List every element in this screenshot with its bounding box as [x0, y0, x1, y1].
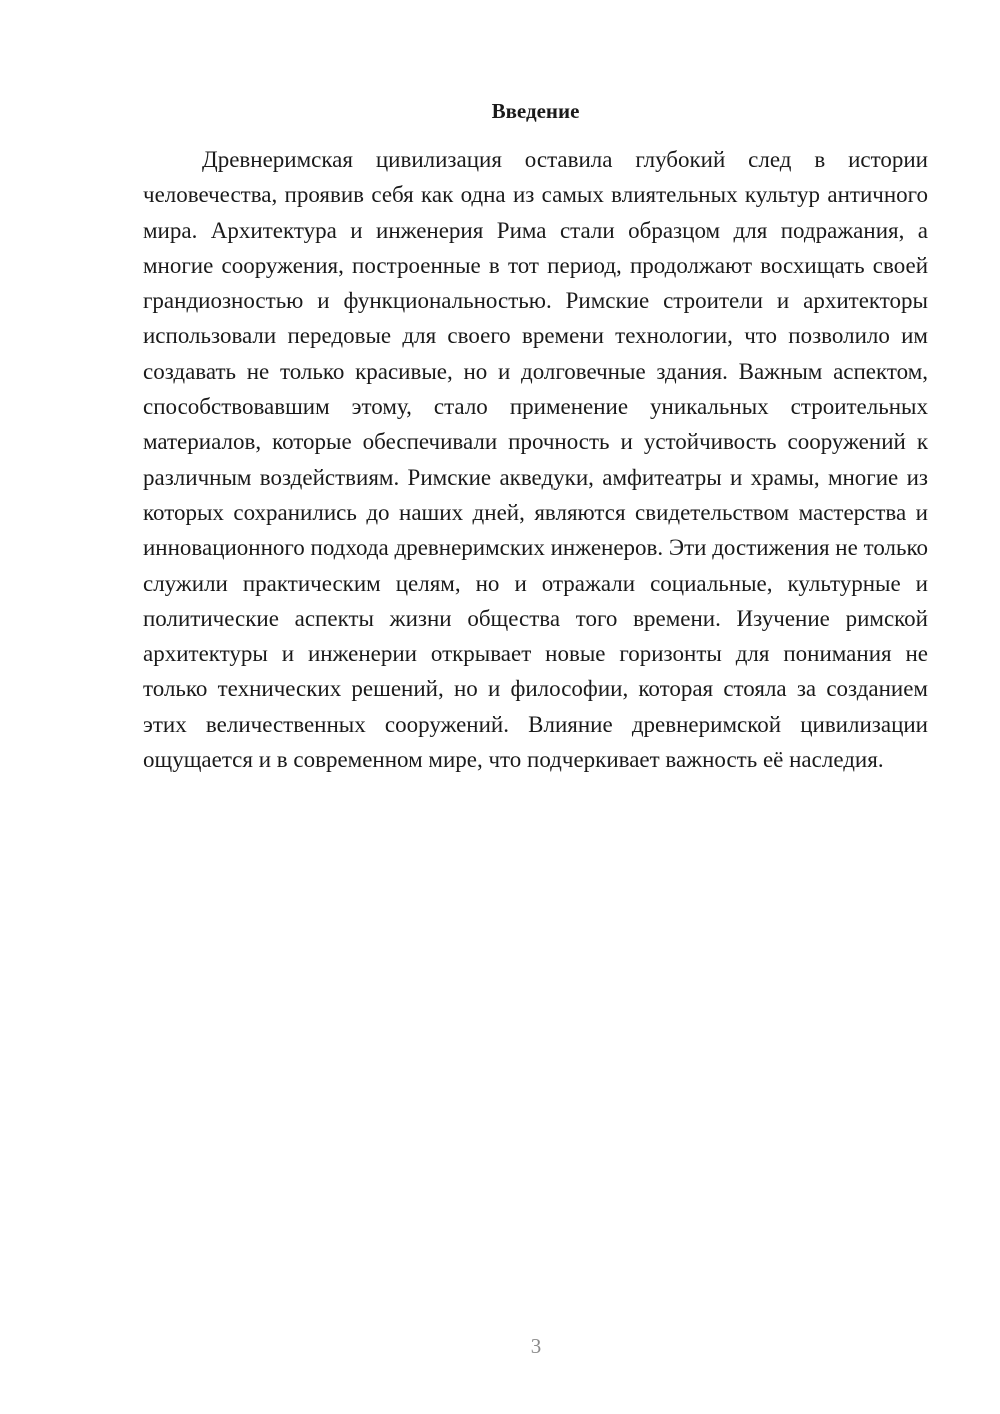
- body-paragraph: Древнеримская цивилизация оставила глубокий след в истории человечества, проявив себя как одна из самых влиятельных культур античного мира. Архитектура и инженерия Рима стали образцом для подражания, а многие сооружения, построенные в тот период, продолжают восхищать своей грандиозностью и функциональностью. Римские строители и архитекторы использовали передовые для своего времени технологии, что позволило им создавать не только красивые, но и долговечные здания. Важным аспектом, способствовавшим этому, стало применение уникальных строительных материалов, которые обеспечивали прочность и устойчивость сооружений к различным воздействиям. Римские акведуки, амфитеатры и храмы, многие из которых сохранились до наших дней, являются свидетельством мастерства и инновационного подхода древнеримских инженеров. Эти достижения не только служили практическим целям, но и отражали социальные, культурные и политические аспекты жизни общества того времени. Изучение римской архитектуры и инженерии открывает новые горизонты для понимания не только технических решений, но и философии, которая стояла за созданием этих величественных сооружений. Влияние древнеримской цивилизации ощущается и в современном мире, что подчеркивает важность её наследия.: [143, 147, 928, 773]
- page-number: 3: [530, 1334, 542, 1358]
- section-heading: Введение: [491, 99, 580, 123]
